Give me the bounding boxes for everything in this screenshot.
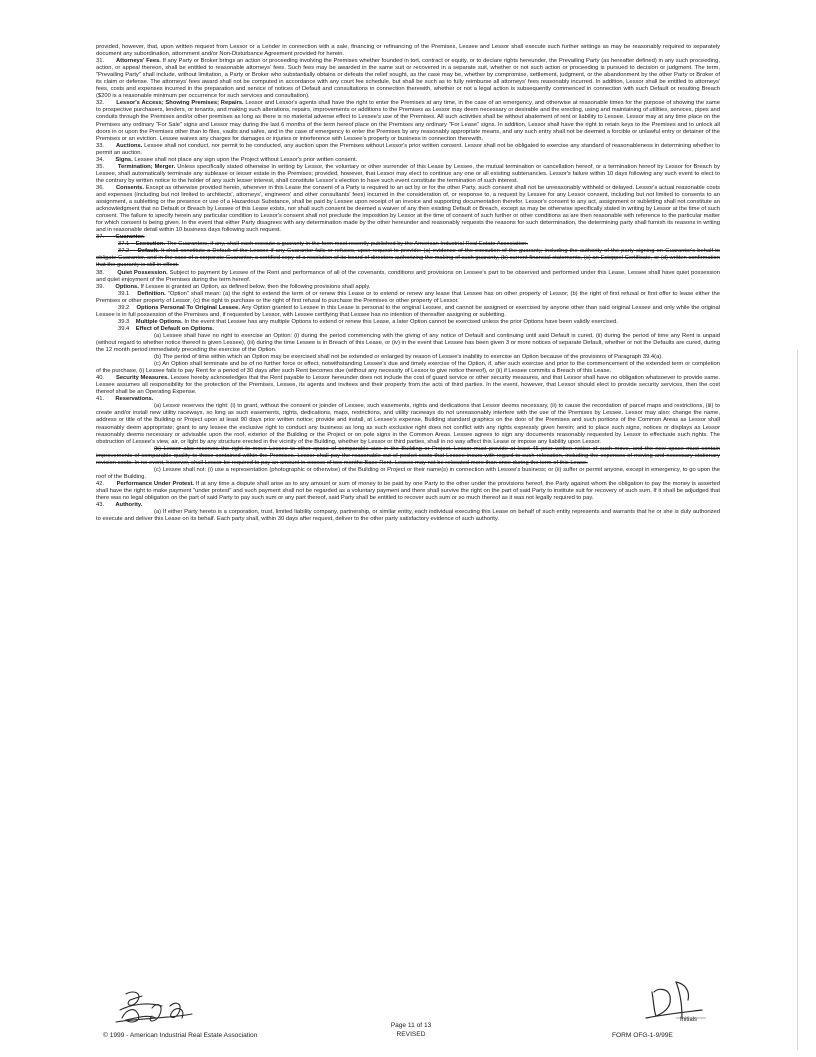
section-number: 41. [96,396,105,403]
section-title: Execution. [135,241,166,248]
section-title: Effect of Default on Options. [135,325,215,332]
section-body: If at any time a dispute shall arise as to any amount or sum of money to be paid by one Party to the other under the provisions hereof, the Party against whom the obligation to pay the money is asserted shall have the right to make payment "under protest" and such payment shall not be regarded as a voluntary payment and there shall survive the right on the part of said Party to institute suit for recovery of such sum. If it shall be adjudged that there was no legal obligation on the part of said Party to pay such sum or any part thereof, said Party shall be entitled to recover such sum or so much thereof as it was not legally required to pay. [96,480,720,501]
form-number: FORM OFG-1-9/99E [612,1032,673,1039]
section-number: 31. [96,58,105,65]
section-39-4-b: (b) The period of time within which an Option may be exercised shall not be extended or enlarged by reason of Lessee's inability to exercise an Option because of the provisions of Paragraph 39.4(a). [154,354,663,361]
section-title: Definition. [137,290,166,297]
section-title: Signs. [115,156,133,163]
lessor-initials-signature [112,988,222,1028]
section-title: Lessor's Access; Showing Premises; Repairs. [116,100,244,107]
section-39-4-a: (a) Lessee shall have no right to exercise an Option: (i) during the period commencing with the giving of any notice of Default and continuing until said Default is cured, (ii) during the period of time any Rent is unpaid (without regard to whether notice thereof is given Lessee), (iii) during the time Lessee is in Breach of this Lease, or (iv) in the event that Lessee has been given 3 or more notices of separate Default, whether or not the Defaults are cured, during the 12 month period immediately preceding the exercise of the Option. [96,332,720,354]
section-41 [96,396,720,403]
section-35 [96,164,720,185]
section-title: Consents. [115,184,144,191]
page-number: Page 11 of 13 [390,1022,432,1029]
section-number: 33. [96,142,105,149]
section-38 [96,270,720,284]
section-title: Options Personal To Original Lessee. [136,304,240,311]
section-number: 36. [96,184,105,191]
section-number: 42. [96,480,105,487]
section-37 [96,234,720,241]
section-title: Options. [115,283,139,290]
section-number: 39. [96,283,105,290]
section-number: 40. [96,375,105,382]
section-32 [96,100,720,142]
section-body: Subject to payment by Lessee of the Rent and performance of all of the covenants, conditions and provisions on Lessee's part to be observed and performed under this Lease, Lessee shall have quiet possession and quiet enjoyment of the Premises during the term hereof. [96,269,720,283]
section-39-1 [96,291,720,305]
section-body: It shall constitute a Default of the Lessee if any Guarantor fails or refuses, upon request to provide: (a) evidence of the execution of the guaranty, including the authority of the party signing on Guarantor's behalf to obligate Guarantor, and in the case of a corporate Guarantor, a certified copy of a resolution of its board of directors authorizing the making of such guaranty, (b) current financial statements, (c) an Estoppel Certificate, or (d) written confirmation that the guaranty is still in effect. [96,248,720,269]
section-39-3 [96,319,720,326]
section-39-4 [96,326,720,333]
section-43-a: (a) If either Party hereto is a corporation, trust, limited liability company, partnership, or similar entity, each individual executing this Lease on behalf of such entity represents and warrants that he or she is duly authorized to execute and deliver this Lease on its behalf. Each party shall, within 30 days after request, deliver to the other party satisfactory evidence of such authority. [96,509,720,523]
section-title: Termination; Merger. [117,163,176,170]
section-title: Quiet Possession. [117,269,168,276]
section-31 [96,58,720,100]
section-body: In the event that Lessee has any multiple Options to extend or renew this Lease, a later Option cannot be exercised unless the prior Options have been validly exercised. [184,318,618,325]
section-number: 32. [96,100,105,107]
section-number: 39.4 [118,325,130,332]
section-36 [96,185,720,234]
section-body: Except as otherwise provided herein, wherever in this Lease the consent of a Party is required to an act by or for the other Party, such consent shall not be unreasonably withheld or delayed. Lessor's actual reasonable costs and expenses (including but not limited to architects', attorneys', engineers' and other consultants' fees) incurred in the consideration of, or response to, a request by Lessee for any Lessor consent, including but not limited to consents to an assignment, a subletting or the presence or use of a Hazardous Substance, shall be paid by Lessee upon receipt of an invoice and supporting documentation therefor. Lessor's consent to any act, assignment or subletting shall not constitute an acknowledgment that no Default or Breach by Lessee of this Lease exists, nor shall such consent be deemed a waiver of any then existing Default or Breach, except as may be otherwise specifically stated in writing by Lessor at the time of such consent. The failure to specify herein any particular condition to Lessor's consent shall not preclude the imposition by Lessor at the time of consent of such further or other conditions as are then reasonable with reference to the particular matter for which consent is being given. In the event that either Party disagrees with any determination made by the other hereunder and reasonably requests the reasons for such determination, the determining party shall furnish its reasons in writing and in reasonable detail within 10 business days following such request. [96,184,720,234]
opening-paragraph: provided, however, that, upon written request from Lessor or a Lender in connection with a sale, financing or refinancing of the Premises, Lessee and Lessor shall execute such further writings as may be reasonably required to separately document any subordination, attornment and/or Non-Disturbance Agreement provided for herein. [96,44,720,58]
section-number: 37.2 [118,248,130,255]
section-41-a: (a) Lessor reserves the right: (i) to grant, without the consent or joinder of Lessee, such easements, rights and dedications that Lessor deems necessary, (ii) to cause the recordation of parcel maps and restrictions, (iii) to create and/or install new utility raceways, so long as such easements, rights, dedications, maps, restrictions, and utility raceways do not unreasonably interfere with the use of the Premises by Lessee. Lessor may also: change the name, address or title of the Building or Project upon at least 90 days prior written notice; provide and install, at Lessee's expense, Building standard graphics on the door of the Premises and such portions of the Common Areas as Lessor shall reasonably deem appropriate; grant to any lessee the exclusive right to conduct any business as long as such exclusive right does not conflict with any rights expressly given herein; and to place such signs, notices or displays as Lessor reasonably deems necessary or advisable upon the roof, exterior of the Building or the Project or on pole signs in the Common Areas. Lessee agrees to sign any documents reasonably requested by Lessor to effectuate such rights. The obstruction of Lessee's view, air, or light by any structure erected in the vicinity of the Building, whether by Lessor or third parties, shall in no way affect this Lease or impose any liability upon Lessor. [96,403,720,445]
section-42 [96,481,720,502]
section-37-1 [96,241,720,248]
section-number: 34. [96,156,105,163]
section-title: Security Measures. [115,375,169,382]
section-41-c: (c) Lessee shall not: (i) use a representation (photographic or otherwise) of the Building or Project or their name(s) in connection with Lessee's business; or (ii) suffer or permit anyone, except in emergency, to go upon the roof of the Building. [96,466,720,480]
section-body: "Option" shall mean: (a) the right to extend the term of or renew this Lease or to extend or renew any lease that Lessee has on other property of Lessor; (b) the right of first refusal or first offer to lease either the Premises or other property of Lessor; (c) the right to purchase or the right of first refusal to purchase the Premises or other property of Lessor. [96,290,720,304]
section-body: If Lessee is granted an Option, as defined below, then the following provisions shall apply. [140,283,371,290]
section-body: If any Party or Broker brings an action or proceeding involving the Premises whether founded in tort, contract or equity, or to declare rights hereunder, the Prevailing Party (as hereafter defined) in any such proceeding, action, or appeal thereon, shall be entitled to reasonable attorneys' fees. Such fees may be awarded in the same suit or recovered in a separate suit, whether or not such action or proceeding is pursued to decision or judgment. The term, "Prevailing Party" shall include, without limitation, a Party or Broker who substantially obtains or defeats the relief sought, as the case may be, whether by compromise, settlement, judgment, or the abandonment by the other Party or Broker of its claim or defense. The attorneys' fees award shall not be computed in accordance with any court fee schedule, but shall be such as to fully reimburse all attorneys' fees reasonably incurred. In addition, Lessor shall be entitled to attorneys' fees, costs and expenses incurred in the preparation and service of notices of Default and consultations in connection therewith, whether or not a legal action is subsequently commenced in connection with such Default or resulting Breach ($200 is a reasonable minimum per occurrence for such services and consultation). [96,58,720,100]
initials-label: Initials [680,1017,698,1023]
scan-edge-line [797,350,798,1050]
section-body: Unless specifically stated otherwise in writing by Lessor, the voluntary or other surrender of this Lease by Lessee, the mutual termination or cancellation hereof, or a termination hereof by Lessor for Breach by Lessee, shall automatically terminate any sublease or lesser estate in the Premises; provided, however, that Lessor may elect to continue any one or all existing subtenancies. Lessor's failure within 10 days following any such event to elect to the contrary by written notice to the holder of any such lesser interest, shall constitute Lessor's election to have such event constitute the termination of such interest. [96,163,720,184]
section-body: The Guarantors, if any, shall each execute a guaranty in the form most recently published by the American Industrial Real Estate Association. [166,241,529,248]
section-title: Attorneys' Fees. [115,58,161,65]
section-body: Lessee shall not conduct, nor permit to be conducted, any auction upon the Premises without Lessor's prior written consent. Lessor shall not be obligated to exercise any standard of reasonableness in determining whether to permit an auction. [96,142,720,156]
section-body: Lessor and Lessor's agents shall have the right to enter the Premises at any time, in the case of an emergency, and otherwise at reasonable times for the purpose of showing the same to prospective purchasers, lenders, or tenants, and making such alterations, repairs, improvements or additions to the Premises as Lessor may deem necessary or desirable and the erecting, using and maintaining of utilities, services, pipes and conduits through the Premises and/or other premises as long as there is no material adverse effect to Lessee's use of the Premises. All such activities shall be without abatement of rent or liability to Lessee. Lessor may at any time place on the Premises any ordinary "For Sale" signs and Lessor may during the last 6 months of the term hereof place on the Premises any ordinary "For Lease" signs. In addition, Lessor shall have the right to retain keys to the Premises and to unlock all doors in or upon the Premises other than to files, vaults and safes, and in the case of emergency to enter the Premises by any reasonably appropriate means, and any such entry shall not be deemed a forcible or unlawful entry or detainer of the Premises or an eviction. Lessee waives any charges for damages or injuries or interference with Lessee's property or business in connection therewith. [96,100,720,142]
section-37-2 [96,248,720,269]
section-33 [96,143,720,157]
section-number: 37.1 [118,241,130,248]
section-43 [96,502,720,509]
section-41-b: (b) Lessor also reserves the right to move Lessee to other space of comparable size in the Building or Project. Lessor must provide at least 45 prior written notice of such move, and the new space must contain improvements of comparable quality to those contained within the Premises. Lessor shall pay the reasonable out of pocket costs that Lessee incurs with regard to such relocation, including the expenses of moving and necessary stationary revision costs. In no event, however, shall Lessor be required to pay an amount in excess of two months Base Rent. Lessee may not be relocated more than once during the term of this Lease. [96,445,720,466]
section-title: Default. [137,248,159,255]
section-number: 38. [96,269,105,276]
section-number: 39.3 [118,318,130,325]
section-body: Any Option granted to Lessee in this Lease is personal to the original Lessee, and cannot be assigned or exercised by anyone other than said original Lessee and only while the original Lessee is in full possession of the Premises and, if requested by Lessor, with Lessee certifying that Lessee has no intention of thereafter assigning or subletting. [96,304,720,318]
section-40 [96,375,720,396]
section-number: 39.2 [118,304,130,311]
section-number: 43. [96,502,105,509]
section-number: 39.1 [118,290,130,297]
section-number: 37. [96,234,105,241]
section-title: Auctions. [115,142,143,149]
section-body: Lessee hereby acknowledges that the Rent payable to Lessor hereunder does not include the cost of guard service or other security measures, and that Lessor shall have no obligation whatsoever to provide same. Lessee assumes all responsibility for the protection of the Premises, Lessee, its agents and invitees and their property from the acts of third parties. In the event, however, that Lessor should elect to provide security services, then the cost thereof shall be an Operating Expense. [96,375,720,396]
copyright-notice: © 1999 - American Industrial Real Estate Association [103,1032,258,1039]
section-number: 35. [96,163,105,170]
section-39-4-c: (c) An Option shall terminate and be of no further force or effect, notwithstanding Lessee's due and timely exercise of the Option, if, after such exercise and prior to the commencement of the extended term or completion of the purchase, (i) Lessee fails to pay Rent for a period of 30 days after such Rent becomes due (without any necessity of Lessor to give notice thereof), or (ii) if Lessee commits a Breach of this Lease. [96,361,720,375]
lease-text [96,44,720,523]
section-34 [96,157,720,164]
section-39 [96,284,720,291]
section-body: Lessee shall not place any sign upon the Project without Lessor's prior written consent. [134,156,358,163]
section-39-2 [96,305,720,319]
section-title: Multiple Options. [135,318,183,325]
section-title: Authority. [115,502,143,509]
section-title: Reservations. [115,396,154,403]
section-title: Guarantor. [115,234,145,241]
revision-label: REVISED [396,1031,426,1038]
section-title: Performance Under Protest. [116,480,195,487]
